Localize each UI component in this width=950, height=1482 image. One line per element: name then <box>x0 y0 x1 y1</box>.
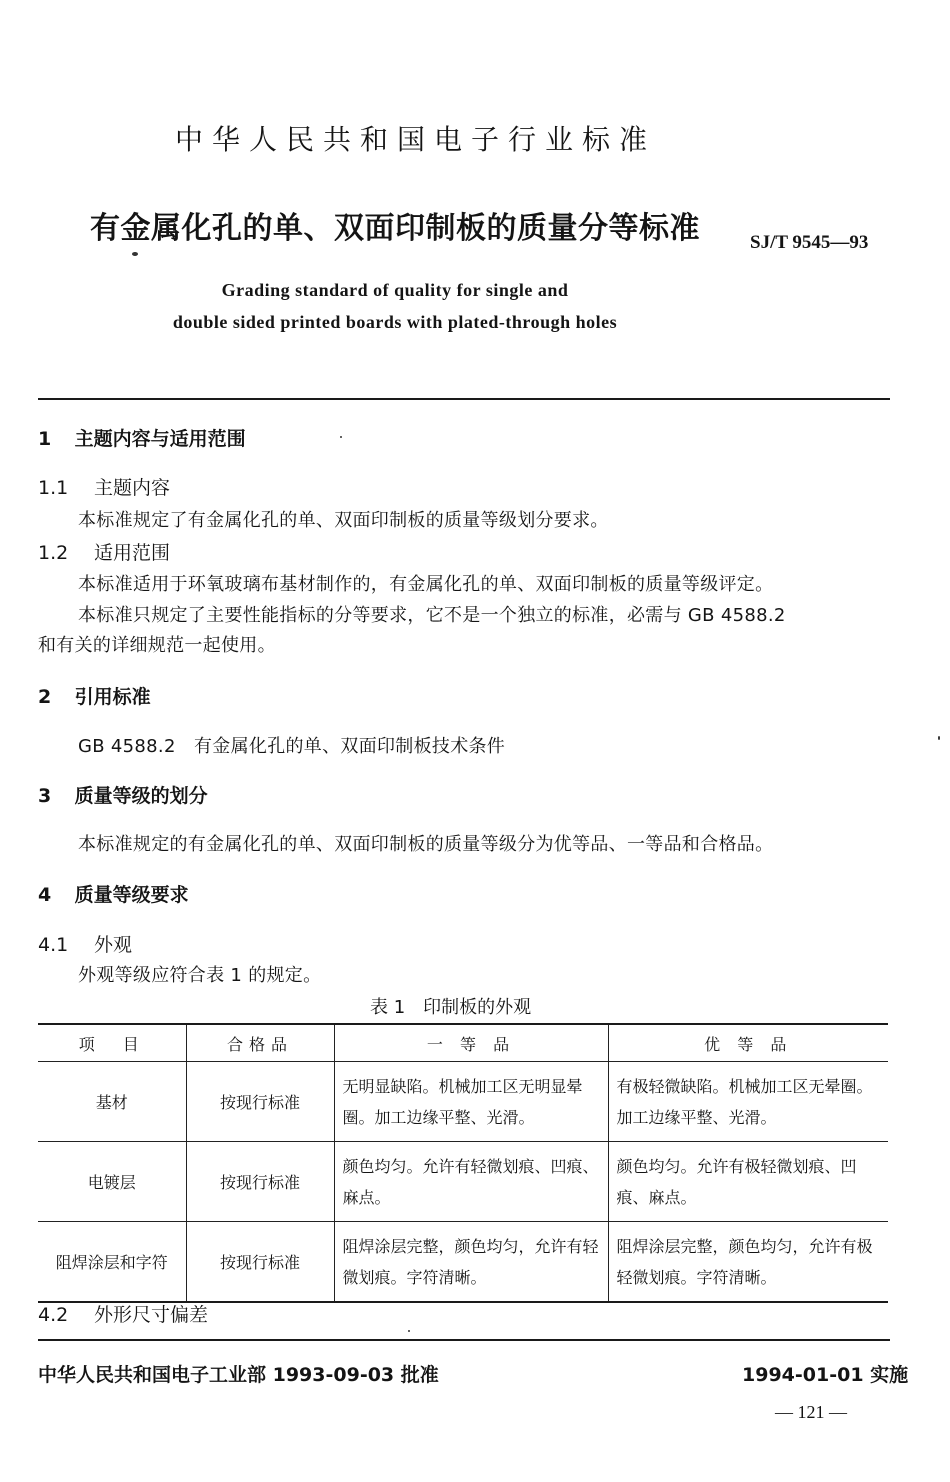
section-title: 外观 <box>94 934 133 956</box>
paragraph: 本标准适用于环氧玻璃布基材制作的，有金属化孔的单、双面印制板的质量等级评定。 <box>78 574 774 595</box>
section-number: 4 <box>38 884 52 906</box>
table-cell-qualified: 按现行标准 <box>186 1222 334 1303</box>
table-cell-superior: 颜色均匀。允许有极轻微划痕、凹痕、麻点。 <box>608 1142 888 1222</box>
table-header-row <box>38 1024 888 1062</box>
table-cell-qualified: 按现行标准 <box>186 1142 334 1222</box>
section-number: 4.2 <box>38 1304 69 1326</box>
section-4-1-heading <box>38 930 132 957</box>
section-title: 质量等级的划分 <box>74 785 208 807</box>
paragraph: 本标准规定了有金属化孔的单、双面印制板的质量等级划分要求。 <box>78 510 609 531</box>
paragraph: 和有关的详细规范一起使用。 <box>38 635 276 656</box>
scan-speck <box>132 252 138 256</box>
header-rule <box>38 398 890 400</box>
table-caption: 表 1 印制板的外观 <box>370 997 532 1018</box>
section-number: 3 <box>38 785 52 807</box>
scan-speck <box>938 736 940 740</box>
effective-date: 1994-01-01 实施 <box>742 1364 909 1386</box>
table-cell-qualified: 按现行标准 <box>186 1062 334 1142</box>
section-4-heading <box>38 880 189 907</box>
page-number: — 121 — <box>775 1402 847 1422</box>
section-title: 质量等级要求 <box>74 884 189 906</box>
table-row <box>38 1062 888 1142</box>
agency-title: 中华人民共和国电子行业标准 <box>175 123 657 156</box>
table-cell-superior: 有极轻微缺陷。机械加工区无晕圈。加工边缘平整、光滑。 <box>608 1062 888 1142</box>
approval-line: 中华人民共和国电子工业部 1993-09-03 批准 <box>38 1364 439 1386</box>
column-header-qualified: 合格品 <box>186 1024 334 1062</box>
column-header-first-grade: 一 等 品 <box>334 1024 608 1062</box>
paragraph: 本标准规定的有金属化孔的单、双面印制板的质量等级分为优等品、一等品和合格品。 <box>78 834 774 855</box>
section-3-heading <box>38 781 208 808</box>
section-2-heading <box>38 682 151 709</box>
section-number: 2 <box>38 686 52 708</box>
document-title-cn: 有金属化孔的单、双面印制板的质量分等标准 <box>90 211 700 246</box>
section-title: 主题内容 <box>94 477 171 499</box>
table-cell-first-grade: 无明显缺陷。机械加工区无明显晕圈。加工边缘平整、光滑。 <box>334 1062 608 1142</box>
reference-entry: GB 4588.2 有金属化孔的单、双面印制板技术条件 <box>78 736 506 757</box>
section-1-1-heading <box>38 473 170 500</box>
section-title: 引用标准 <box>74 686 151 708</box>
scan-speck <box>340 436 342 438</box>
standard-code: SJ/T 9545—93 <box>750 232 869 253</box>
scan-speck <box>408 1330 410 1332</box>
section-title: 适用范围 <box>94 542 171 564</box>
section-1-heading <box>38 424 246 451</box>
table-cell-item: 阻焊涂层和字符 <box>38 1222 186 1303</box>
table-cell-first-grade: 颜色均匀。允许有轻微划痕、凹痕、麻点。 <box>334 1142 608 1222</box>
section-number: 1 <box>38 428 52 450</box>
table-row <box>38 1222 888 1303</box>
document-title-en-line1: Grading standard of quality for single and <box>221 280 569 300</box>
column-header-item: 项 目 <box>38 1024 186 1062</box>
document-title-en-line2: double sided printed boards with plated-through holes <box>172 312 618 332</box>
footer-rule <box>38 1339 890 1341</box>
section-number: 1.1 <box>38 477 69 499</box>
table-cell-superior: 阻焊涂层完整，颜色均匀，允许有极轻微划痕。字符清晰。 <box>608 1222 888 1303</box>
section-title: 主题内容与适用范围 <box>74 428 246 450</box>
section-number: 4.1 <box>38 934 69 956</box>
table-row <box>38 1142 888 1222</box>
table-cell-first-grade: 阻焊涂层完整，颜色均匀，允许有轻微划痕。字符清晰。 <box>334 1222 608 1303</box>
section-1-2-heading <box>38 538 170 565</box>
section-number: 1.2 <box>38 542 69 564</box>
paragraph: 本标准只规定了主要性能指标的分等要求，它不是一个独立的标准，必需与 GB 4588.2 <box>78 605 786 626</box>
paragraph: 外观等级应符合表 1 的规定。 <box>78 965 322 986</box>
table-cell-item: 电镀层 <box>38 1142 186 1222</box>
column-header-superior: 优 等 品 <box>608 1024 888 1062</box>
appearance-table <box>38 1023 888 1303</box>
table-cell-item: 基材 <box>38 1062 186 1142</box>
section-4-2-heading <box>38 1300 208 1327</box>
section-title: 外形尺寸偏差 <box>94 1304 209 1326</box>
